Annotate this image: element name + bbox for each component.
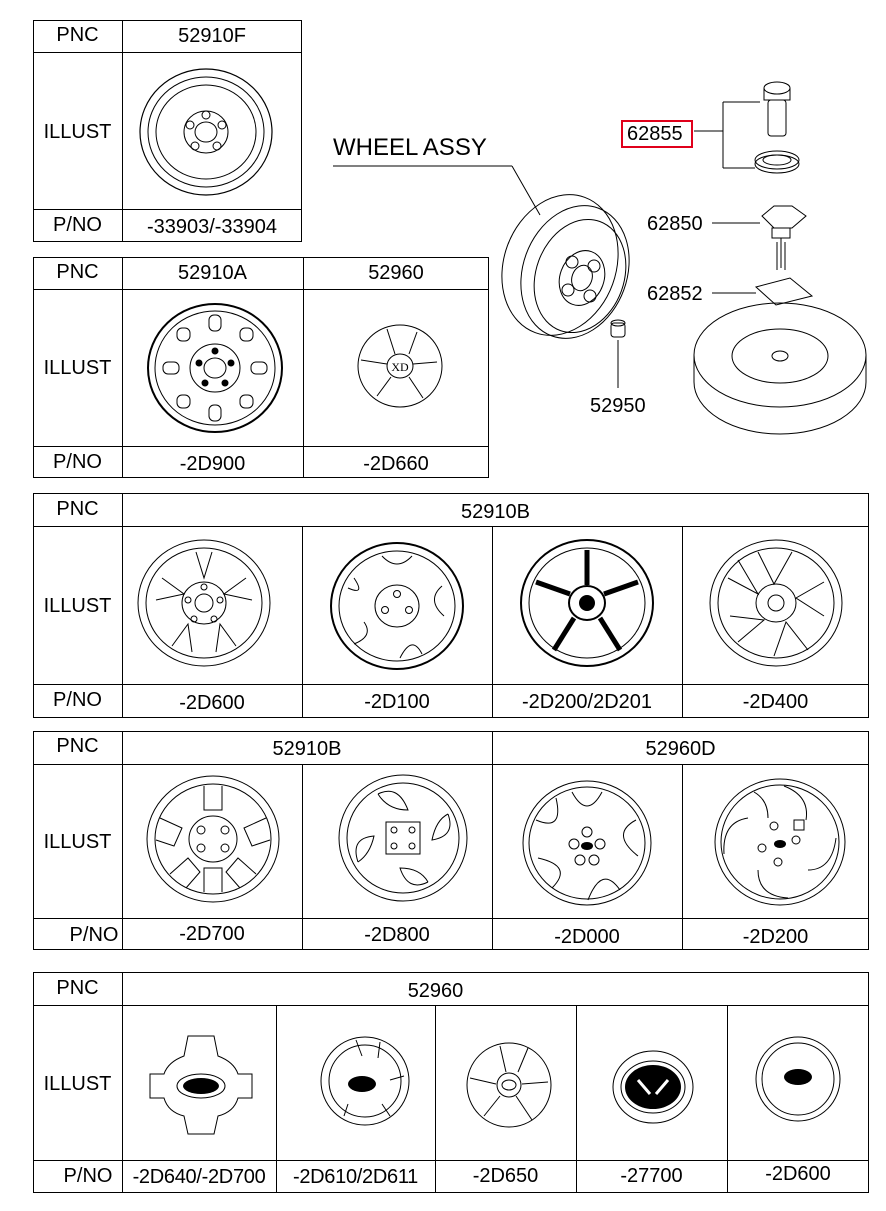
pno-value: -2D900 (179, 453, 246, 475)
illust-label: ILLUST (43, 1073, 112, 1095)
pnc-value: 52910B (461, 501, 530, 523)
alloy-wheel-illustration (520, 538, 654, 668)
pno-label: P/NO (53, 689, 102, 711)
pno-value: -2D700 (179, 923, 245, 945)
hubcap-illustration (466, 1042, 552, 1128)
illust-label: ILLUST (43, 121, 112, 143)
wheel-assembly-diagram (0, 0, 886, 480)
pno-label: P/NO (53, 451, 102, 473)
pno-label: P/NO (63, 1165, 113, 1187)
hubcap-illustration (148, 1032, 254, 1138)
hubcap-illustration (320, 1036, 410, 1126)
alloy-wheel-illustration (708, 538, 844, 668)
pno-value: -2D610/2D611 (292, 1166, 418, 1188)
alloy-wheel-illustration (136, 538, 272, 668)
pno-value: -2D640/-2D700 (132, 1166, 266, 1188)
pnc-value: 52910B (272, 738, 342, 760)
pno-value: -2D800 (364, 924, 430, 946)
pno-value: -2D650 (472, 1165, 539, 1187)
callout-62855[interactable]: 62855 (627, 123, 683, 145)
callout-52950[interactable]: 52950 (590, 395, 646, 417)
pnc-label: PNC (56, 735, 99, 757)
pno-value: -2D000 (554, 926, 620, 948)
wheel-cover-illustration (522, 780, 652, 906)
wheel-cover-illustration (714, 778, 846, 906)
callout-62852[interactable]: 62852 (647, 283, 703, 305)
svg-text:XD: XD (391, 360, 409, 374)
pno-value: -2D200 (742, 926, 809, 948)
pno-label: P/NO (69, 924, 119, 946)
pnc-label: PNC (56, 24, 99, 46)
hubcap-illustration (755, 1036, 841, 1122)
hyundai-emblem-illustration (612, 1050, 694, 1124)
pnc-value: 52960D (645, 738, 716, 760)
pnc-value: 52960 (368, 262, 424, 284)
pnc-value: 52910F (178, 25, 246, 47)
pnc-label: PNC (56, 261, 99, 283)
pnc-value: 52960 (407, 980, 464, 1002)
alloy-wheel-illustration (330, 542, 464, 670)
callout-62850[interactable]: 62850 (647, 213, 703, 235)
illust-label: ILLUST (43, 595, 112, 617)
pnc-label: PNC (56, 498, 99, 520)
illust-label: ILLUST (43, 357, 112, 379)
pno-label: P/NO (53, 214, 102, 236)
alloy-wheel-illustration (146, 774, 280, 904)
pno-value: -2D660 (363, 453, 429, 475)
pnc-label: PNC (56, 977, 99, 999)
illust-label: ILLUST (43, 831, 112, 853)
pno-value: -33903/-33904 (146, 216, 278, 238)
pno-value: -2D400 (742, 691, 809, 713)
pno-value: -2D600 (179, 692, 245, 714)
pno-value: -2D100 (364, 691, 430, 713)
alloy-wheel-illustration (338, 774, 468, 902)
pno-value: -2D600 (765, 1163, 831, 1185)
wheel-assy-title: WHEEL ASSY (333, 134, 487, 161)
pnc-value: 52910A (178, 262, 247, 284)
pno-value: -27700 (620, 1165, 683, 1187)
pno-value: -2D200/2D201 (521, 691, 653, 713)
